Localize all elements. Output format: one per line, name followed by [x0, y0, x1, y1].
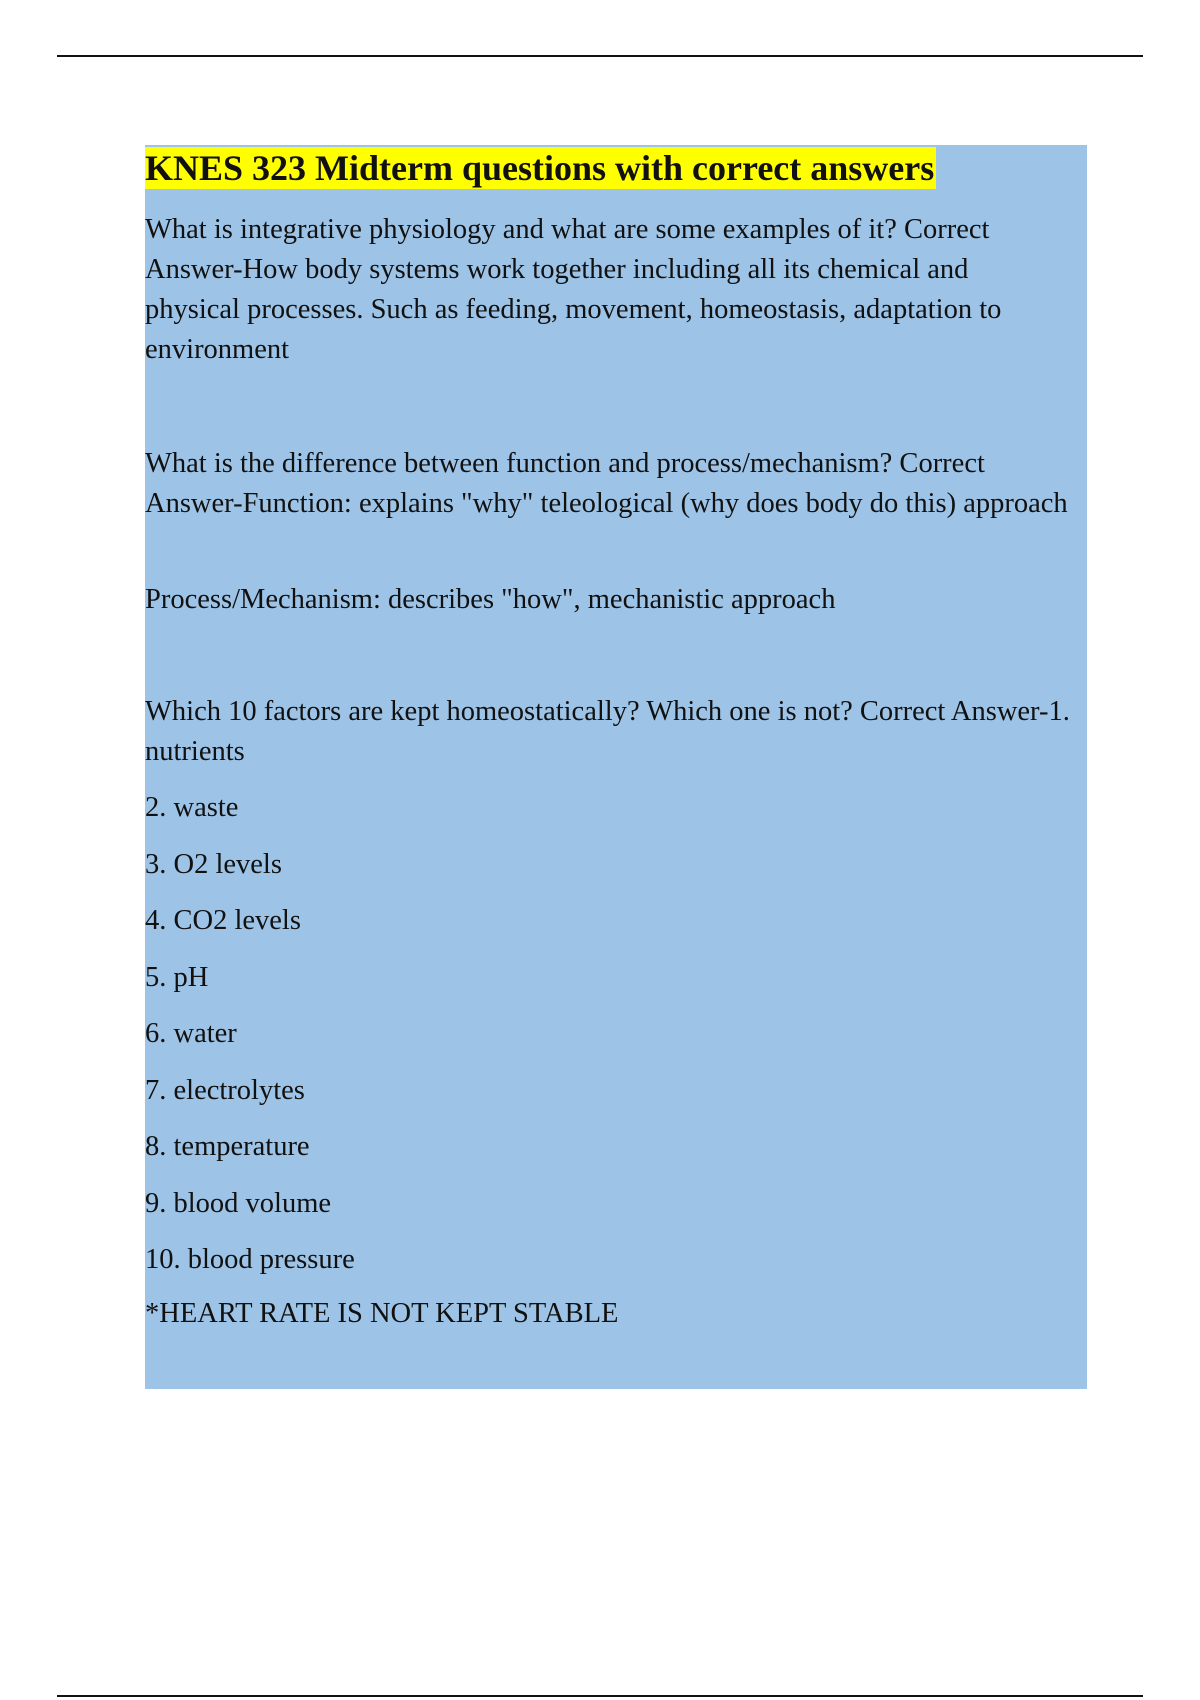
bottom-rule: [57, 1695, 1143, 1697]
top-rule: [57, 55, 1143, 57]
list-item: 2. waste: [145, 792, 239, 823]
homeostatic-factors-list: [145, 788, 355, 1297]
list-item: 3. O2 levels: [145, 848, 282, 880]
list-item: 9. blood volume: [145, 1187, 332, 1219]
document-title: KNES 323 Midterm questions with correct answers: [145, 148, 935, 188]
list-item: 5. pH: [145, 961, 209, 993]
question-2-process-answer: Process/Mechanism: describes "how", mechanistic approach: [145, 584, 836, 615]
question-1: What is integrative physiology and what are some examples of it? Correct Answer-How body systems work together including all its chemical and physical processes. Such as feeding, movement, homeostasis, adaptation to environment: [145, 214, 1002, 365]
list-item: 10. blood pressure: [145, 1244, 355, 1275]
question-2: What is the difference between function and process/mechanism? Correct Answer-Function: explains "why" teleological (why does body do this) approach: [145, 448, 1068, 519]
question-3: Which 10 factors are kept homeostatically? Which one is not? Correct Answer-1. nutrients: [145, 696, 1070, 767]
list-item: 7. electrolytes: [145, 1074, 305, 1106]
list-item: 4. CO2 levels: [145, 905, 301, 936]
list-item: 8. temperature: [145, 1131, 310, 1162]
list-item: 6. water: [145, 1018, 237, 1049]
heart-rate-note: *HEART RATE IS NOT KEPT STABLE: [145, 1298, 619, 1329]
